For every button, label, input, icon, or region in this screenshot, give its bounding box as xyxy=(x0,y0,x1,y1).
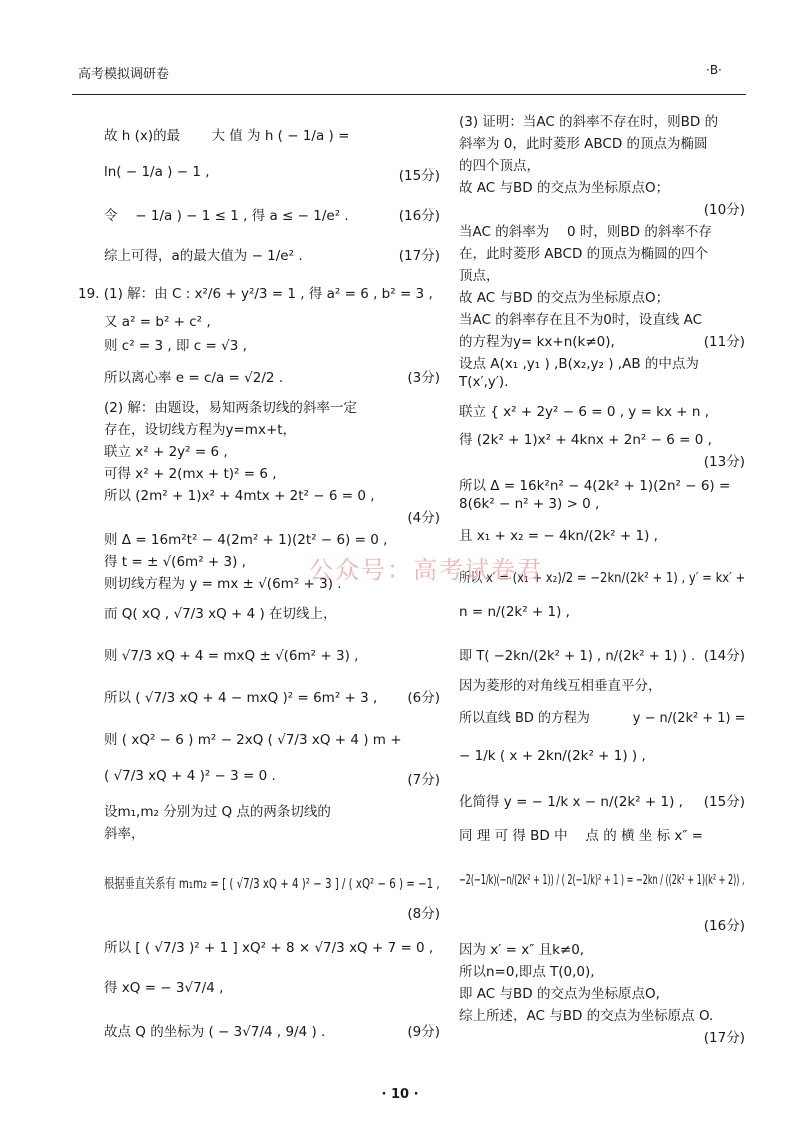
score-marker: (6分) xyxy=(407,690,440,706)
solution-line: 又 a² = b² + c² , xyxy=(104,314,211,330)
solution-line: T(x′,y′). xyxy=(459,374,509,390)
solution-line: 19. (1) 解：由 C : x²/6 + y²/3 = 1 , 得 a² = 6 , b² = 3 , xyxy=(78,286,433,302)
solution-line: 则 √7/3 xQ + 4 = mxQ ± √(6m² + 3) , xyxy=(104,648,359,664)
solution-line: 且 x₁ + x₂ = − 4kn/(2k² + 1) , xyxy=(459,528,658,544)
score-marker: (10分) xyxy=(703,202,745,218)
solution-line: 则切线方程为 y = mx ± √(6m² + 3) . xyxy=(104,576,342,592)
solution-line: 则 Δ = 16m²t² − 4(2m² + 1)(2t² − 6) = 0 , xyxy=(104,532,388,548)
solution-line: 的方程为y= kx+n(k≠0), xyxy=(459,334,615,350)
solution-line: 得 (2k² + 1)x² + 4knx + 2n² − 6 = 0 , xyxy=(459,432,712,448)
solution-line: 可得 x² + 2(mx + t)² = 6 , xyxy=(104,466,277,482)
solution-line: 得 xQ = − 3√7/4 , xyxy=(104,980,224,996)
solution-line: 联立 x² + 2y² = 6 , xyxy=(104,444,228,460)
solution-line: 所以 [ ( √7/3 )² + 1 ] xQ² + 8 × √7/3 xQ + 7 = 0 , xyxy=(104,940,434,956)
solution-line: 则 ( xQ² − 6 ) m² − 2xQ ( √7/3 xQ + 4 ) m + xyxy=(104,732,402,748)
solution-line: 所以直线 BD 的方程为 y − n/(2k² + 1) = xyxy=(459,710,746,726)
solution-line: 故点 Q 的坐标为 ( − 3√7/4 , 9/4 ) . xyxy=(104,1024,326,1040)
solution-line: 当AC 的斜率存在且不为0时，设直线 AC xyxy=(459,312,703,328)
solution-line: 根据垂直关系有 m₁m₂ = [ ( √7/3 xQ + 4 )² − 3 ] / ( xQ² − 6 ) = −1 , xyxy=(104,876,440,892)
solution-line: 故 AC 与BD 的交点为坐标原点O； xyxy=(459,180,670,196)
header-version: ·B· xyxy=(706,63,722,77)
score-marker: (15分) xyxy=(703,794,745,810)
solution-line: 所以n=0,即点 T(0,0), xyxy=(459,964,595,980)
watermark: 公众号：高考试卷君 xyxy=(309,556,543,584)
solution-line: 因为 x′ = x″ 且k≠0, xyxy=(459,942,585,958)
header-title: 高考模拟调研卷 xyxy=(78,67,170,82)
score-marker: (16分) xyxy=(703,918,745,934)
solution-line: 当AC 的斜率为 0 时，则BD 的斜率不存 xyxy=(459,224,712,240)
solution-line: 故 AC 与BD 的交点为坐标原点O； xyxy=(459,290,670,306)
solution-line: 得 t = ± √(6m² + 3) , xyxy=(104,554,246,570)
solution-line: 所以 (2m² + 1)x² + 4mtx + 2t² − 6 = 0 , xyxy=(104,488,375,504)
solution-line: 故 h (x)的最 大 值 为 h ( − 1/a ) = xyxy=(104,128,350,144)
score-marker: (16分) xyxy=(398,208,440,224)
solution-line: 令 − 1/a ) − 1 ≤ 1 , 得 a ≤ − 1/e² . xyxy=(104,208,349,224)
solution-line: 存在，设切线方程为y=mx+t， xyxy=(104,422,297,438)
solution-line: 所以 ( √7/3 xQ + 4 − mxQ )² = 6m² + 3 , xyxy=(104,690,378,706)
solution-line: (3) 证明：当AC 的斜率不存在时，则BD 的 xyxy=(459,114,719,130)
score-marker: (8分) xyxy=(407,906,440,922)
solution-line: 联立 { x² + 2y² − 6 = 0 , y = kx + n , xyxy=(459,404,710,420)
solution-line: 即 T( −2kn/(2k² + 1) , n/(2k² + 1) ) . xyxy=(459,648,696,664)
solution-line: 所以 Δ = 16k²n² − 4(2k² + 1)(2n² − 6) = xyxy=(459,478,731,494)
score-marker: (14分) xyxy=(703,648,745,664)
solution-line: 同 理 可 得 BD 中 点 的 横 坐 标 x″ = xyxy=(459,828,703,844)
solution-line: 则 c² = 3 , 即 c = √3 , xyxy=(104,338,247,354)
solution-line: 因为菱形的对角线互相垂直平分， xyxy=(459,678,662,694)
solution-line: − 1/k ( x + 2kn/(2k² + 1) ) , xyxy=(459,748,646,764)
solution-line: 即 AC 与BD 的交点为坐标原点O, xyxy=(459,986,660,1002)
header-rule xyxy=(72,94,746,95)
solution-line: (2) 解：由题设，易知两条切线的斜率一定 xyxy=(104,400,357,416)
page-number: · 10 · xyxy=(381,1087,419,1102)
solution-line: n = n/(2k² + 1) , xyxy=(459,604,570,620)
score-marker: (7分) xyxy=(407,772,440,788)
score-marker: (17分) xyxy=(398,248,440,264)
solution-line: ( √7/3 xQ + 4 )² − 3 = 0 . xyxy=(104,768,276,784)
solution-line: 斜率， xyxy=(104,826,145,842)
solution-line: 8(6k² − n² + 3) > 0 , xyxy=(459,496,600,512)
solution-line: 设m₁,m₂ 分别为过 Q 点的两条切线的 xyxy=(104,804,331,820)
solution-line: 综上所述，AC 与BD 的交点为坐标原点 O. xyxy=(459,1008,714,1024)
solution-line: 所以 x′ = (x₁ + x₂)/2 = −2kn/(2k² + 1) , y′ = kx′ + xyxy=(459,570,746,586)
score-marker: (11分) xyxy=(703,334,745,350)
solution-line: 在，此时菱形 ABCD 的顶点为椭圆的四个 xyxy=(459,246,709,262)
score-marker: (13分) xyxy=(703,454,745,470)
score-marker: (15分) xyxy=(398,168,440,184)
score-marker: (9分) xyxy=(407,1024,440,1040)
solution-line: 顶点， xyxy=(459,268,500,284)
solution-line: 的四个顶点， xyxy=(459,158,540,174)
solution-line: ln( − 1/a ) − 1 , xyxy=(104,164,210,180)
score-marker: (3分) xyxy=(407,370,440,386)
solution-line: −2(−1/k)(−n/(2k² + 1)) / ( 2(−1/k)² + 1 ) = −2kn / ((2k² + 1)(k² + 2)) , xyxy=(459,872,745,888)
solution-line: 设点 A(x₁ ,y₁ ) ,B(x₂,y₂ ) ,AB 的中点为 xyxy=(459,356,699,372)
solution-line: 而 Q( xQ , √7/3 xQ + 4 ) 在切线上， xyxy=(104,606,337,622)
solution-line: 综上可得，a的最大值为 − 1/e² . xyxy=(104,248,303,264)
solution-line: 所以离心率 e = c/a = √2/2 . xyxy=(104,370,284,386)
score-marker: (4分) xyxy=(407,510,440,526)
solution-line: 斜率为 0，此时菱形 ABCD 的顶点为椭圆 xyxy=(459,136,708,152)
score-marker: (17分) xyxy=(703,1030,745,1046)
solution-line: 化简得 y = − 1/k x − n/(2k² + 1) , xyxy=(459,794,683,810)
